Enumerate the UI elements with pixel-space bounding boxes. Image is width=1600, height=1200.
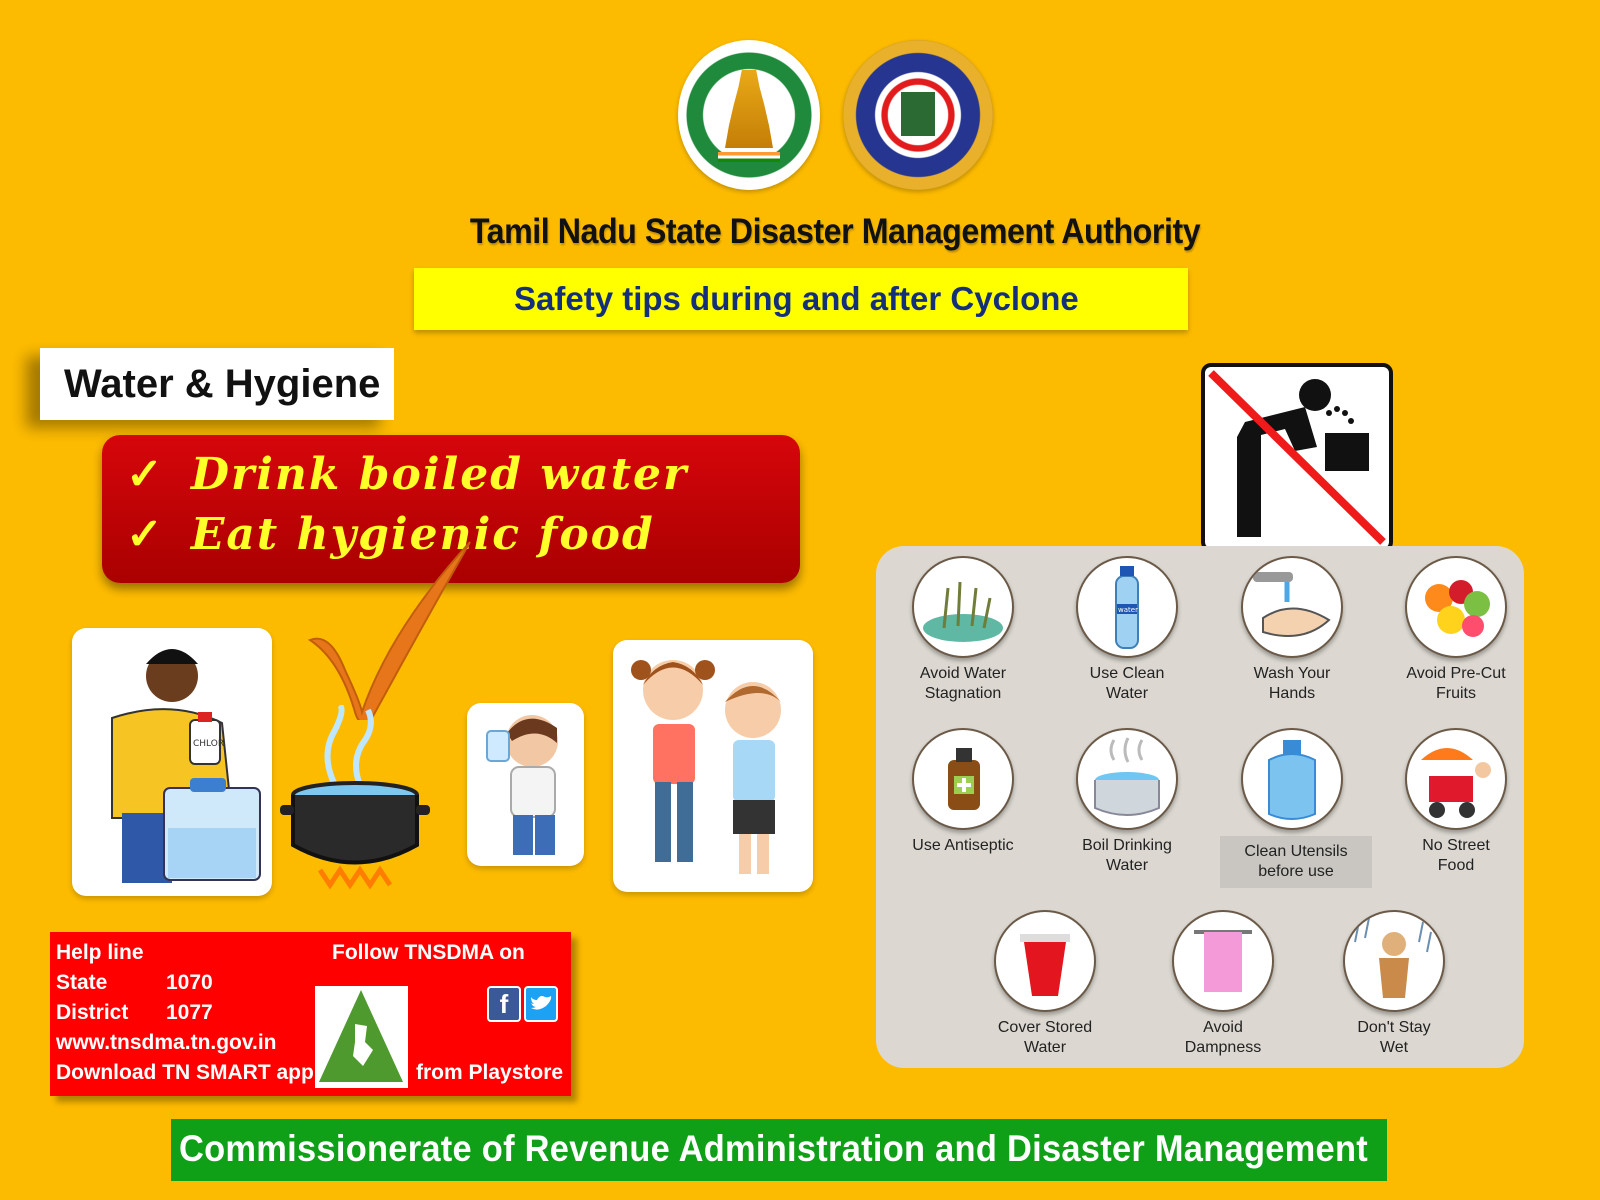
checkmark-icon: ✓ bbox=[126, 509, 165, 560]
tile-use-antiseptic bbox=[883, 728, 1043, 856]
tile-dont-stay-wet bbox=[1314, 910, 1474, 1058]
tile-label: Boil Drinking Water bbox=[1082, 837, 1172, 874]
boy-drinking-water-illustration bbox=[467, 703, 584, 866]
footer-text: Commissionerate of Revenue Administration and Disaster Management bbox=[179, 1128, 1368, 1169]
helpline-state-label: State bbox=[56, 971, 108, 994]
subtitle-text: Safety tips during and after Cyclone bbox=[514, 280, 1079, 317]
playstore-text: from Playstore bbox=[416, 1061, 564, 1084]
towel-icon bbox=[1172, 910, 1274, 1012]
download-app-text: Download TN SMART app bbox=[56, 1061, 314, 1084]
hygiene-tips-panel bbox=[876, 546, 1524, 1068]
tile-avoid-water-stagnation bbox=[883, 556, 1043, 704]
facebook-icon[interactable]: f bbox=[487, 986, 521, 1022]
boiling-pot-illustration bbox=[280, 705, 430, 890]
tile-label: Avoid Pre-Cut Fruits bbox=[1406, 665, 1506, 702]
tn-smart-icon bbox=[315, 986, 408, 1088]
antiseptic-icon bbox=[912, 728, 1014, 830]
tile-use-clean-water bbox=[1047, 556, 1207, 704]
hand-wash-icon bbox=[1241, 556, 1343, 658]
website-link[interactable]: www.tnsdma.tn.gov.in bbox=[56, 1031, 277, 1054]
tile-label: Clean Utensils before use bbox=[1220, 836, 1372, 888]
tip-text: Drink boiled water bbox=[190, 449, 689, 500]
large-checkmark-icon bbox=[300, 540, 480, 720]
boiling-pot-icon bbox=[1076, 728, 1178, 830]
covered-container-icon bbox=[994, 910, 1096, 1012]
organization-title: Tamil Nadu State Disaster Management Authority bbox=[469, 212, 1201, 251]
tile-label: Avoid Water Stagnation bbox=[919, 665, 1007, 702]
tn-smart-app-logo[interactable] bbox=[315, 986, 408, 1088]
tile-no-street-food bbox=[1376, 728, 1536, 876]
tip-item bbox=[126, 449, 688, 500]
helpline-district-label: District bbox=[56, 1001, 129, 1024]
man-chlorinating-water-illustration bbox=[72, 628, 272, 896]
twitter-icon[interactable] bbox=[524, 986, 558, 1022]
follow-text: Follow TNSDMA on bbox=[332, 941, 525, 964]
tile-avoid-pre-cut-fruits bbox=[1376, 556, 1536, 704]
sdma-seal-logo bbox=[843, 40, 993, 190]
tile-label: Avoid Dampness bbox=[1184, 1019, 1262, 1056]
tip-text: Eat hygienic food bbox=[190, 509, 655, 560]
tile-clean-utensils-before-use bbox=[1212, 728, 1372, 888]
temple-tower-icon bbox=[725, 70, 773, 148]
prohibited-fountain-icon bbox=[1205, 367, 1389, 548]
boy-drinking-icon bbox=[467, 703, 584, 866]
tile-boil-drinking-water bbox=[1047, 728, 1207, 876]
tamil-nadu-map-icon bbox=[901, 92, 935, 136]
chlor-label: CHLOR bbox=[193, 739, 225, 749]
footer-banner bbox=[171, 1119, 1387, 1181]
kids-with-bottles-icon bbox=[613, 640, 813, 892]
kids-drinking-water-illustration bbox=[613, 640, 813, 892]
tile-label: Cover Stored Water bbox=[997, 1019, 1093, 1056]
helpline-district-number: 1077 bbox=[166, 1001, 213, 1024]
tile-label: Don't Stay Wet bbox=[1357, 1019, 1431, 1056]
tile-cover-stored-water bbox=[965, 910, 1125, 1058]
bottle-label: water bbox=[1118, 606, 1138, 614]
subtitle-banner bbox=[414, 268, 1188, 330]
checkmark-icon: ✓ bbox=[126, 449, 165, 500]
food-cart-icon bbox=[1405, 728, 1507, 830]
tile-label: Use Antiseptic bbox=[912, 837, 1014, 854]
section-label-text: Water & Hygiene bbox=[64, 362, 381, 406]
stagnant-water-icon bbox=[912, 556, 1014, 658]
water-can-icon bbox=[1241, 728, 1343, 830]
tile-wash-your-hands bbox=[1212, 556, 1372, 704]
man-with-container-icon bbox=[72, 628, 272, 896]
tile-label: Use Clean Water bbox=[1089, 665, 1165, 702]
helpline-state-number: 1070 bbox=[166, 971, 213, 994]
tile-label: Wash Your Hands bbox=[1253, 665, 1331, 702]
water-bottle-icon bbox=[1076, 556, 1178, 658]
rain-man-icon bbox=[1343, 910, 1445, 1012]
section-label bbox=[40, 348, 394, 420]
tricolor-flag-icon bbox=[718, 152, 780, 162]
fruit-bowl-icon bbox=[1405, 556, 1507, 658]
tamil-nadu-emblem-logo bbox=[678, 40, 820, 190]
tile-avoid-dampness bbox=[1143, 910, 1303, 1058]
helpline-box bbox=[50, 932, 571, 1096]
no-drinking-fountain-sign bbox=[1201, 363, 1393, 552]
tile-label: No Street Food bbox=[1422, 837, 1490, 874]
helpline-heading: Help line bbox=[56, 941, 144, 964]
